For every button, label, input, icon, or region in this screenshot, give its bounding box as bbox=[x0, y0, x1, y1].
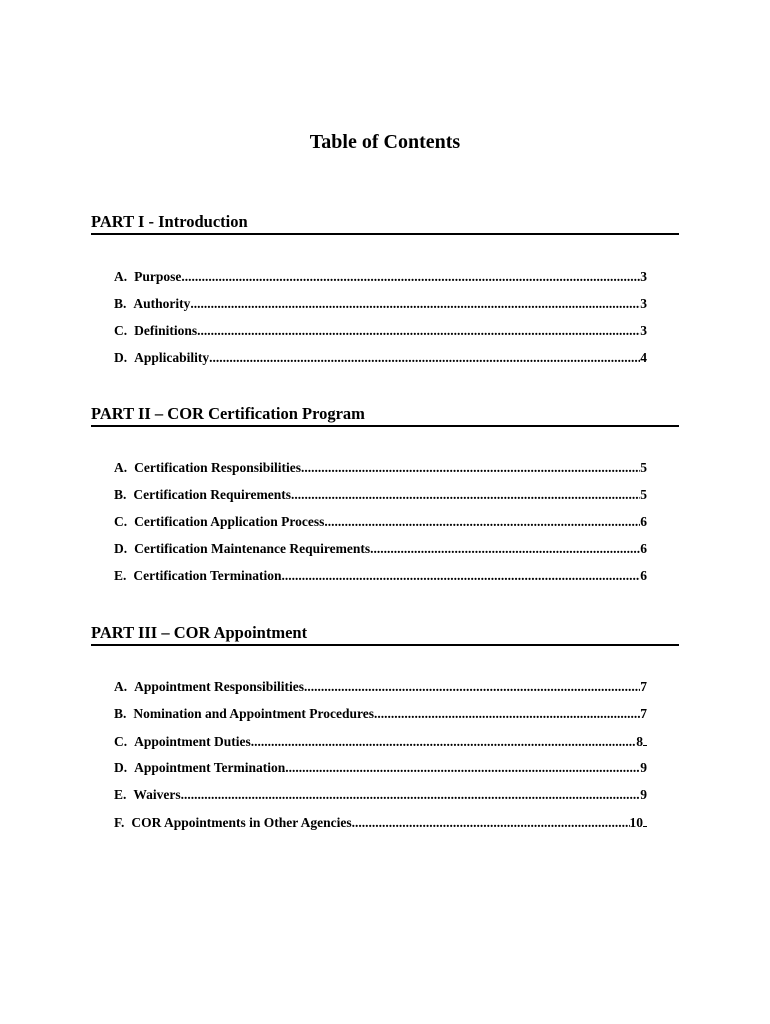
entry-page-number: 7 bbox=[640, 679, 647, 694]
entry-title: Nomination and Appointment Procedures bbox=[133, 706, 375, 721]
toc-entry[interactable] bbox=[114, 759, 647, 777]
dot-leader bbox=[374, 705, 640, 723]
entry-letter: C. bbox=[114, 734, 128, 749]
entry-title: Certification Maintenance Requirements bbox=[134, 541, 371, 556]
entry-title: Certification Application Process bbox=[134, 514, 325, 529]
entry-title: COR Appointments in Other Agencies bbox=[131, 815, 352, 830]
entry-title: Certification Responsibilities bbox=[134, 460, 301, 475]
dot-leader bbox=[181, 268, 640, 286]
part-3-section bbox=[91, 623, 679, 830]
dot-leader bbox=[181, 786, 641, 804]
entry-page-number: 6 bbox=[640, 568, 647, 583]
dot-leader bbox=[324, 513, 640, 531]
entry-title: Certification Requirements bbox=[133, 487, 291, 502]
entry-letter: A. bbox=[114, 269, 128, 284]
entry-page-number: 5 bbox=[640, 460, 647, 475]
entry-title: Authority bbox=[133, 296, 191, 311]
entry-page-number: 5 bbox=[640, 487, 647, 502]
entry-letter: B. bbox=[114, 296, 127, 311]
toc-entry[interactable] bbox=[114, 678, 647, 696]
entry-title: Appointment Termination bbox=[134, 760, 286, 775]
toc-entry[interactable] bbox=[114, 567, 647, 585]
entry-title: Certification Termination bbox=[133, 568, 282, 583]
toc-entry[interactable] bbox=[114, 349, 647, 367]
trailing-underline bbox=[643, 732, 647, 746]
entry-title: Applicability bbox=[134, 350, 210, 365]
dot-leader bbox=[352, 814, 630, 832]
page-title: Table of Contents bbox=[309, 131, 461, 153]
entry-page-number: 10 bbox=[629, 815, 643, 830]
entry-letter: D. bbox=[114, 350, 128, 365]
toc-entry[interactable] bbox=[114, 540, 647, 558]
part-heading: PART II – COR Certification Program bbox=[91, 404, 679, 427]
dot-leader bbox=[251, 733, 636, 751]
entry-page-number: 9 bbox=[640, 787, 647, 802]
entry-letter: E. bbox=[114, 787, 127, 802]
entry-letter: E. bbox=[114, 568, 127, 583]
toc-entry[interactable] bbox=[114, 322, 647, 340]
toc-entry[interactable] bbox=[114, 705, 647, 723]
part-heading: PART III – COR Appointment bbox=[91, 623, 679, 646]
entry-page-number: 4 bbox=[640, 350, 647, 365]
entry-title: Waivers bbox=[133, 787, 181, 802]
entry-title: Appointment Duties bbox=[134, 734, 251, 749]
entry-page-number: 6 bbox=[640, 541, 647, 556]
entry-page-number: 3 bbox=[640, 323, 647, 338]
toc-entry[interactable] bbox=[114, 486, 647, 504]
toc-entry[interactable] bbox=[114, 786, 647, 804]
dot-leader bbox=[291, 486, 640, 504]
toc-entry[interactable] bbox=[114, 295, 647, 313]
entry-letter: A. bbox=[114, 679, 128, 694]
dot-leader bbox=[209, 349, 640, 367]
entry-page-number: 7 bbox=[640, 706, 647, 721]
entry-page-number: 8 bbox=[636, 734, 643, 749]
trailing-underline bbox=[643, 813, 647, 827]
part-heading: PART I - Introduction bbox=[91, 212, 679, 235]
entry-page-number: 3 bbox=[640, 269, 647, 284]
toc-entry[interactable] bbox=[114, 813, 647, 831]
dot-leader bbox=[285, 759, 640, 777]
toc-entry[interactable] bbox=[114, 268, 647, 286]
toc-entry[interactable] bbox=[114, 513, 647, 531]
entry-letter: D. bbox=[114, 541, 128, 556]
part-2-section bbox=[91, 404, 679, 583]
entry-letter: C. bbox=[114, 323, 128, 338]
entry-page-number: 9 bbox=[640, 760, 647, 775]
dot-leader bbox=[301, 459, 640, 477]
entry-title: Definitions bbox=[134, 323, 198, 338]
entry-letter: B. bbox=[114, 487, 127, 502]
entry-letter: B. bbox=[114, 706, 127, 721]
entry-letter: F. bbox=[114, 815, 125, 830]
entry-letter: A. bbox=[114, 460, 128, 475]
entry-letter: D. bbox=[114, 760, 128, 775]
toc-entry[interactable] bbox=[114, 732, 647, 750]
dot-leader bbox=[370, 540, 640, 558]
entry-title: Purpose bbox=[134, 269, 182, 284]
dot-leader bbox=[304, 678, 640, 696]
entry-page-number: 3 bbox=[640, 296, 647, 311]
entry-title: Appointment Responsibilities bbox=[134, 679, 305, 694]
dot-leader bbox=[197, 322, 640, 340]
dot-leader bbox=[190, 295, 640, 313]
part-1-section bbox=[91, 212, 679, 365]
toc-entry[interactable] bbox=[114, 459, 647, 477]
entry-page-number: 6 bbox=[640, 514, 647, 529]
dot-leader bbox=[282, 567, 641, 585]
entry-letter: C. bbox=[114, 514, 128, 529]
